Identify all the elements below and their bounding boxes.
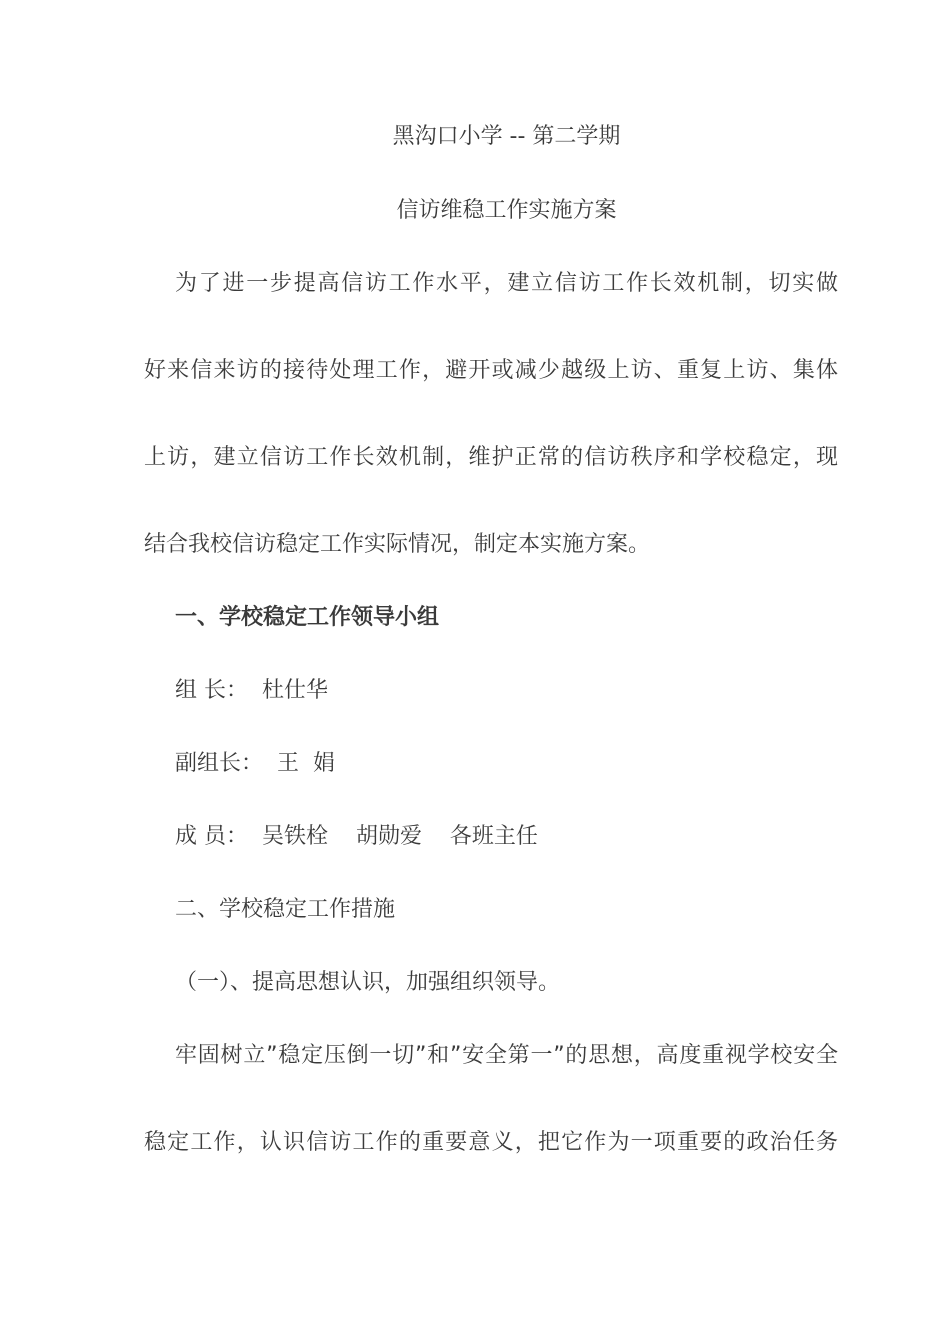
title-line-2: 信访维稳工作实施方案 (396, 198, 617, 223)
intro-line-1: 为了进一步提高信访工作水平，建立信访工作长效机制，切实做 (175, 271, 838, 296)
subsection1-heading: （一）、提高思想认识，加强组织领导。 (175, 970, 561, 995)
body-line-2: 稳定工作，认识信访工作的重要意义，把它作为一项重要的政治任务 (144, 1130, 838, 1155)
section1-heading: 一、学校稳定工作领导小组 (175, 605, 440, 630)
intro-line-3: 上访，建立信访工作长效机制，维护正常的信访秩序和学校稳定，现 (144, 445, 838, 470)
leader-line: 组 长： 杜仕华 (175, 678, 328, 703)
deputy-leader-line: 副组长： 王 娟 (175, 751, 335, 776)
body-line-1: 牢固树立”稳定压倒一切”和”安全第一”的思想，高度重视学校安全 (175, 1043, 838, 1068)
intro-line-4: 结合我校信访稳定工作实际情况，制定本实施方案。 (144, 532, 651, 557)
intro-line-2: 好来信来访的接待处理工作，避开或减少越级上访、重复上访、集体 (144, 358, 838, 383)
section2-heading: 二、学校稳定工作措施 (175, 897, 396, 922)
title-line-1: 黑沟口小学 -- 第二学期 (392, 124, 621, 149)
members-line: 成 员： 吴铁栓 胡勋爱 各班主任 (175, 824, 538, 849)
